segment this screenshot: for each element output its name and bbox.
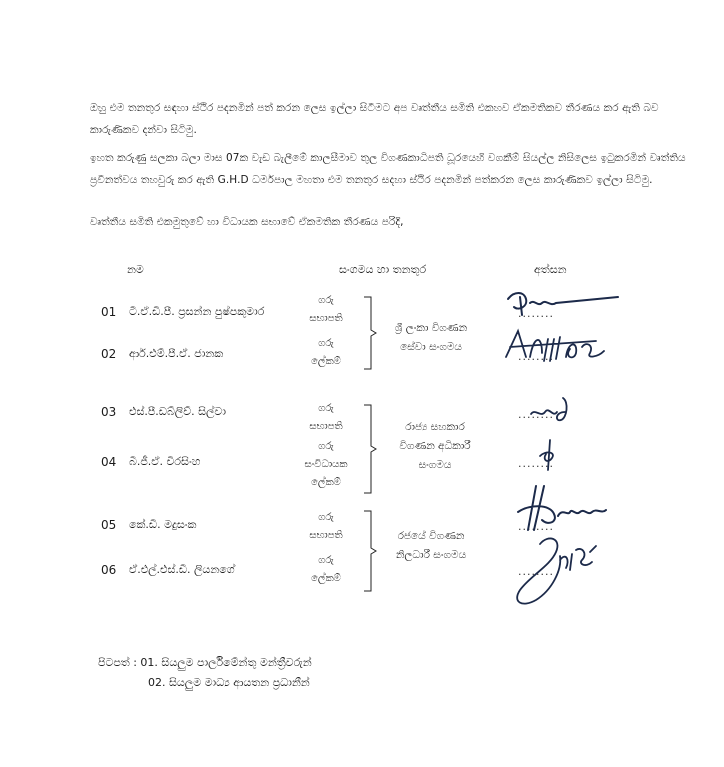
signature-4 xyxy=(530,436,570,476)
row-3-name: එස්.පී.ඩබ්ලිව්. සිල්වා xyxy=(129,405,226,418)
union-1-line-2: සේවා සංගමය xyxy=(400,341,462,353)
header-name: නම xyxy=(127,263,144,276)
signature-5 xyxy=(510,482,615,534)
body-paragraph-2: ඉහත කරුණු සලකා බලා මාස 07ක වැඩ බැලීමේ කාලසීමාව තුල විගණකාධිපති ධූරයෙහි වගකීම් සියල්ල නිසිලෙස ඉටුකරමින් වෘත්තිය ප්‍රවීනත්වය තහවුරු කර ඇති G.H.D ධර්මපාල මහතා එම තනතුර සදහා ස්ථිර පදනමින් පත්කරන ලෙස කාරුණිකව ඉල්ලා සිටිමු. xyxy=(90,152,686,186)
row-4-role-line-1: ගරු xyxy=(318,441,334,452)
row-2-role-line-2: ලේකම් xyxy=(311,356,341,367)
union-3-line-2: නිලධාරී සංගමය xyxy=(395,549,467,561)
signature-3 xyxy=(525,392,585,426)
row-4-number: 04 xyxy=(101,455,117,469)
row-3-number: 03 xyxy=(101,405,117,419)
row-5-role-line-1: ගරු xyxy=(318,512,334,523)
signature-6 xyxy=(500,530,620,610)
signature-dots-5: ........ xyxy=(518,520,554,533)
row-2-role-line-1: ගරු xyxy=(318,338,334,349)
row-1-number: 01 xyxy=(101,305,117,319)
row-1-role-line-1: ගරු xyxy=(318,295,334,306)
copies-line-2: 02. සියලුම මාධ්‍ය ආයතන ප්‍රධානීන් xyxy=(148,676,310,689)
union-1-line-1: ශ්‍රී ලංකා විගණන xyxy=(394,322,468,334)
union-2-line-2: විගණන අධිකාරී xyxy=(399,440,471,452)
union-3-line-1: රජයේ විගණන xyxy=(397,530,465,542)
row-6-role-line-1: ගරු xyxy=(318,555,334,566)
signature-2 xyxy=(500,327,620,367)
row-6-role-line-2: ලේකම් xyxy=(311,573,341,584)
row-5-role-line-2: සභාපති xyxy=(309,530,343,541)
row-3-role-line-2: සභාපති xyxy=(309,421,343,432)
signature-dots-1: ........ xyxy=(518,307,554,320)
signature-dots-3: ........ xyxy=(518,408,554,421)
row-4-name: බී.ජී.ඒ. වීරසිංහ xyxy=(129,455,201,468)
union-2-line-1: රාජ්‍ය සහකාර xyxy=(405,421,465,433)
row-1-role-line-2: සභාපති xyxy=(309,313,343,324)
row-1-name: ටී.ඒ.ඩී.පී. ප්‍රසන්න පුෂ්පකුමාර xyxy=(129,305,265,318)
signature-1 xyxy=(500,285,630,325)
copies-line-1: පිටපත් : 01. සියලුම පාර්ලිමේන්තු මන්ත්‍රීවරුන් xyxy=(98,656,312,669)
row-2-number: 02 xyxy=(101,347,117,361)
union-2-line-3: සංගමය xyxy=(418,459,452,471)
row-4-role-line-2: සංවිධායක xyxy=(304,459,348,470)
signature-dots-2: ........ xyxy=(518,350,554,363)
row-5-name: කේ.ඩී. මදුසංක xyxy=(129,518,197,531)
body-paragraph-3: වෘත්තීය සමිති එකමුතුවේ හා විධායක සභාවේ ඒකමතික තීරණය පරිදි, xyxy=(90,216,404,228)
body-paragraph-1: ඔහු එම තනතුර සඳහා ස්ථිර පදනමින් පත් කරන ලෙස ඉල්ලා සිටීමට අප වෘත්තීය සමිති එකහව ඒකමතිකව තීරණය කර ඇති බව කාරුණිකව දන්වා සිටිමු. xyxy=(90,102,659,136)
row-2-name: ආර්.එම්.පී.ඒ. ජානක xyxy=(129,347,224,360)
header-signature: අත්සන xyxy=(534,263,567,276)
row-3-role-line-1: ගරු xyxy=(318,403,334,414)
row-6-number: 06 xyxy=(101,563,117,577)
signature-dots-6: ........ xyxy=(518,565,554,578)
row-5-number: 05 xyxy=(101,518,117,532)
row-4-role-line-3: ලේකම් xyxy=(311,477,341,488)
row-6-name: ඒ.එල්.එස්.ඩී. ලියනගේ xyxy=(129,563,235,576)
header-union: සංගමය හා තනතුර xyxy=(339,263,427,276)
signature-dots-4: ........ xyxy=(518,457,554,470)
